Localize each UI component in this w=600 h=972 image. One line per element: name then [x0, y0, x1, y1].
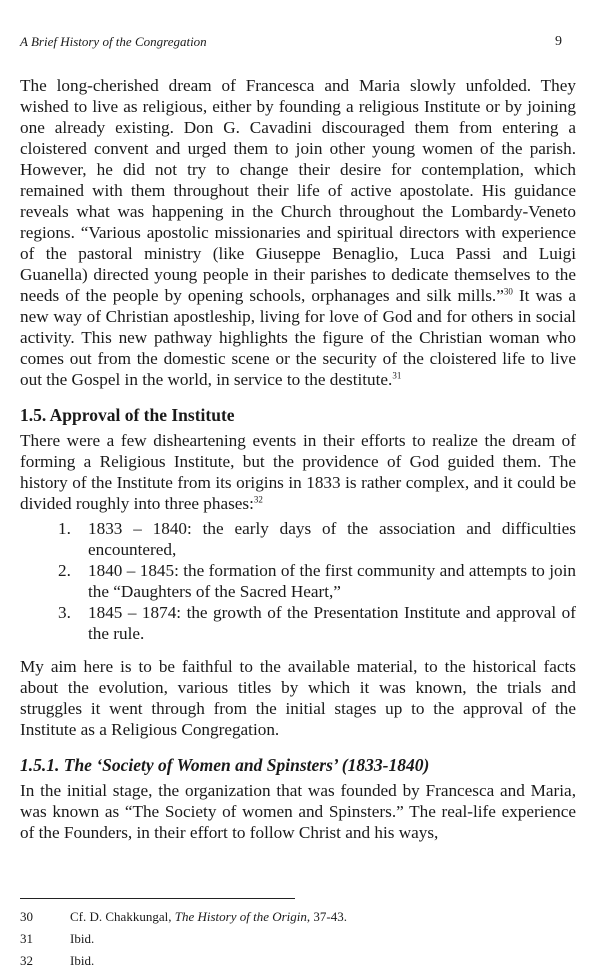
phase-item	[20, 602, 576, 644]
paragraph-initial-stage: In the initial stage, the organization that was founded by Francesca and Maria, was known as “The Society of women and Spinsters.” The real-life experience of the Founders, in their effort to follow Christ and his ways,	[20, 781, 576, 842]
section-heading-approval: 1.5. Approval of the Institute	[20, 405, 235, 425]
phase-number: 3.	[58, 603, 71, 622]
paragraph-dream-text-b: It was a new way of Christian apostleship, living for love of God and for others in social activity. This new pathway highlights the figure of the Christian woman who comes out from the domestic scene or the security of the cloistered life to live out the Gospel in the world, in service to the destitute.	[20, 286, 576, 389]
paragraph-approval-intro	[20, 430, 576, 514]
footnote-number: 32	[20, 953, 33, 968]
approval-intro-text: There were a few disheartening events in their efforts to realize the dream of forming a Religious Institute, but the providence of God guided them. The history of the Institute from its origins in 1833 is rather complex, and it could be divided roughly into three phases:	[20, 431, 576, 513]
footnote-31	[20, 928, 576, 950]
phase-item	[20, 518, 576, 560]
phase-number: 1.	[58, 519, 71, 538]
footnote-text: Ibid.	[70, 931, 95, 946]
footnote-text: Cf. D. Chakkungal,	[70, 909, 175, 924]
page-number: 9	[555, 34, 562, 49]
phase-item	[20, 560, 576, 602]
footnote-pages: , 37-43.	[306, 909, 347, 924]
subsection-heading-society: 1.5.1. The ‘Society of Women and Spinsters’ (1833-1840)	[20, 755, 430, 775]
running-header	[20, 34, 576, 54]
paragraph-dream	[20, 75, 576, 390]
phases-list	[20, 518, 576, 644]
footnote-32	[20, 950, 576, 972]
footnote-ref-30: 30	[503, 286, 513, 297]
paragraph-aim: My aim here is to be faithful to the available material, to the historical facts about the evolution, various titles by which it was known, the trials and struggles it went through from the initial stages up to the approval of the Institute as a Religious Congregation.	[20, 657, 576, 739]
phase-text: 1833 – 1840: the early days of the association and difficulties encountered,	[88, 519, 576, 559]
phase-text: 1840 – 1845: the formation of the first community and attempts to join the “Daughters of the Sacred Heart,”	[88, 561, 576, 601]
footnote-ref-31: 31	[392, 370, 402, 381]
running-title: A Brief History of the Congregation	[20, 34, 207, 49]
footnotes	[20, 906, 576, 972]
phase-number: 2.	[58, 561, 71, 580]
paragraph-dream-text-a: The long-cherished dream of Francesca and Maria slowly unfolded. They wished to live as religious, either by founding a religious Institute or by joining one already existing. Don G. Cavadini discouraged them from entering a cloistered convent and urged them to join other young women of the parish. However, he did not try to change their desire for contemplation, which remained with them throughout their life of active apostolate. His guidance reveals what was happening in the Church throughout the Lombardy-Veneto regions. “Various apostolic missionaries and spiritual directors with experience of the pastoral ministry (like Giuseppe Benaglio, Luca Passi and Luigi Guanella) directed young people in their parishes to dedicate themselves to the needs of the people by opening schools, orphanages and silk mills.”	[20, 76, 576, 305]
footnote-ref-32: 32	[253, 494, 263, 505]
footnote-divider	[20, 898, 295, 899]
footnote-text: Ibid.	[70, 953, 95, 968]
footnote-number: 30	[20, 909, 33, 924]
phase-text: 1845 – 1874: the growth of the Presentation Institute and approval of the rule.	[88, 603, 576, 643]
body-text	[20, 75, 576, 843]
footnote-book-title: The History of the Origin	[174, 909, 307, 924]
footnote-number: 31	[20, 931, 33, 946]
footnote-30	[20, 906, 576, 928]
